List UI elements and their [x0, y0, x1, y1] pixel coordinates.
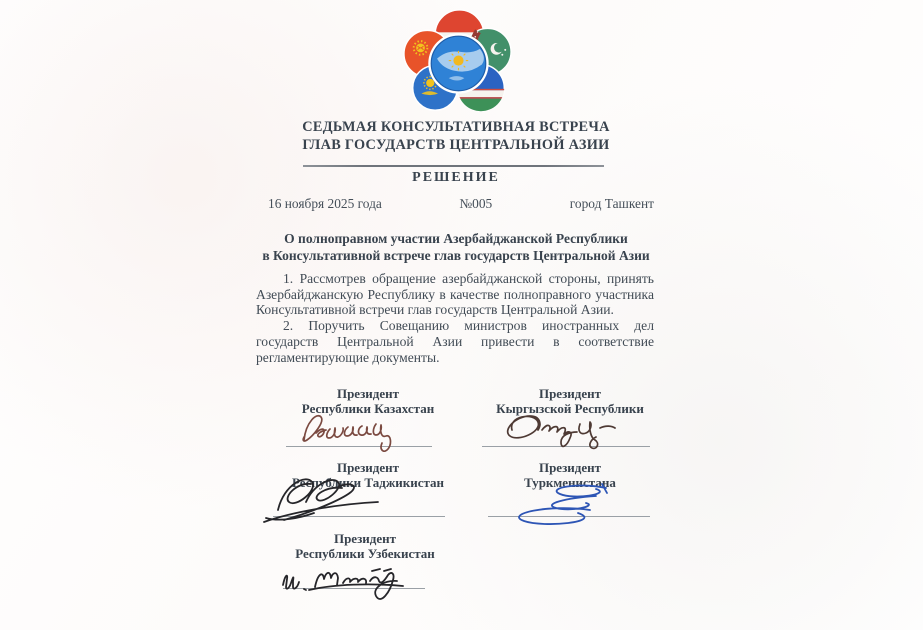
signatory-uzbekistan: [265, 531, 465, 611]
signatory-title: Президент: [336, 386, 400, 401]
header-divider: [303, 165, 604, 167]
signature-kyrgyzstan: [484, 402, 654, 454]
signatory-tajikistan: [268, 460, 468, 536]
document-date: 16 ноября 2025 года: [268, 196, 382, 211]
document-number: №005: [459, 196, 493, 211]
document-type-heading: РЕШЕНИЕ: [412, 170, 500, 185]
document-subject: [256, 231, 656, 264]
document-title-line2: ГЛАВ ГОСУДАРСТВ ЦЕНТРАЛЬНОЙ АЗИИ: [302, 136, 610, 153]
signatory-country: Республики Казахстан: [301, 401, 435, 417]
signatory-country: Туркменистана: [524, 475, 616, 491]
globe-icon: [428, 33, 488, 93]
document-subject-line1: О полноправном участии Азербайджанской Республики: [284, 231, 628, 246]
document-subject-line2: в Консультативной встрече глав государств Центральной Азии: [262, 247, 650, 263]
signatory-country: Республики Таджикистан: [291, 475, 445, 491]
document-title: [256, 119, 656, 154]
summit-emblem-icon: [402, 6, 514, 120]
body-paragraph-1: 1. Рассмотрев обращение азербайджанской стороны, принять Азербайджанскую Республику в качестве полноправного участника Консультативной встречи глав государств Центральной Азии.: [256, 271, 654, 318]
signatory-title: Президент: [333, 531, 397, 546]
signatory-title: Президент: [336, 460, 400, 475]
signatory-title: Президент: [538, 386, 602, 401]
document-place: город Ташкент: [569, 196, 654, 211]
signature-kazakhstan: [280, 398, 450, 452]
signatory-kyrgyzstan: [470, 386, 670, 456]
signatory-kazakhstan: [268, 386, 468, 456]
signature-tajikistan: [256, 464, 456, 530]
signatory-country: Кыргызской Республики: [496, 401, 644, 417]
signatory-title: Президент: [538, 460, 602, 475]
body-paragraph-2: 2. Поручить Совещанию министров иностранных дел государств Центральной Азии привести в соответствие регламентирующие документы.: [256, 318, 654, 365]
document-title-line1: СЕДЬМАЯ КОНСУЛЬТАТИВНАЯ ВСТРЕЧА: [302, 119, 610, 135]
signature-uzbekistan: [271, 543, 456, 607]
signatory-turkmenistan: [470, 460, 670, 536]
signatory-country: Республики Узбекистан: [295, 546, 435, 562]
signature-turkmenistan: [478, 474, 658, 530]
document-meta-row: [256, 196, 654, 212]
document-body: [256, 271, 654, 365]
